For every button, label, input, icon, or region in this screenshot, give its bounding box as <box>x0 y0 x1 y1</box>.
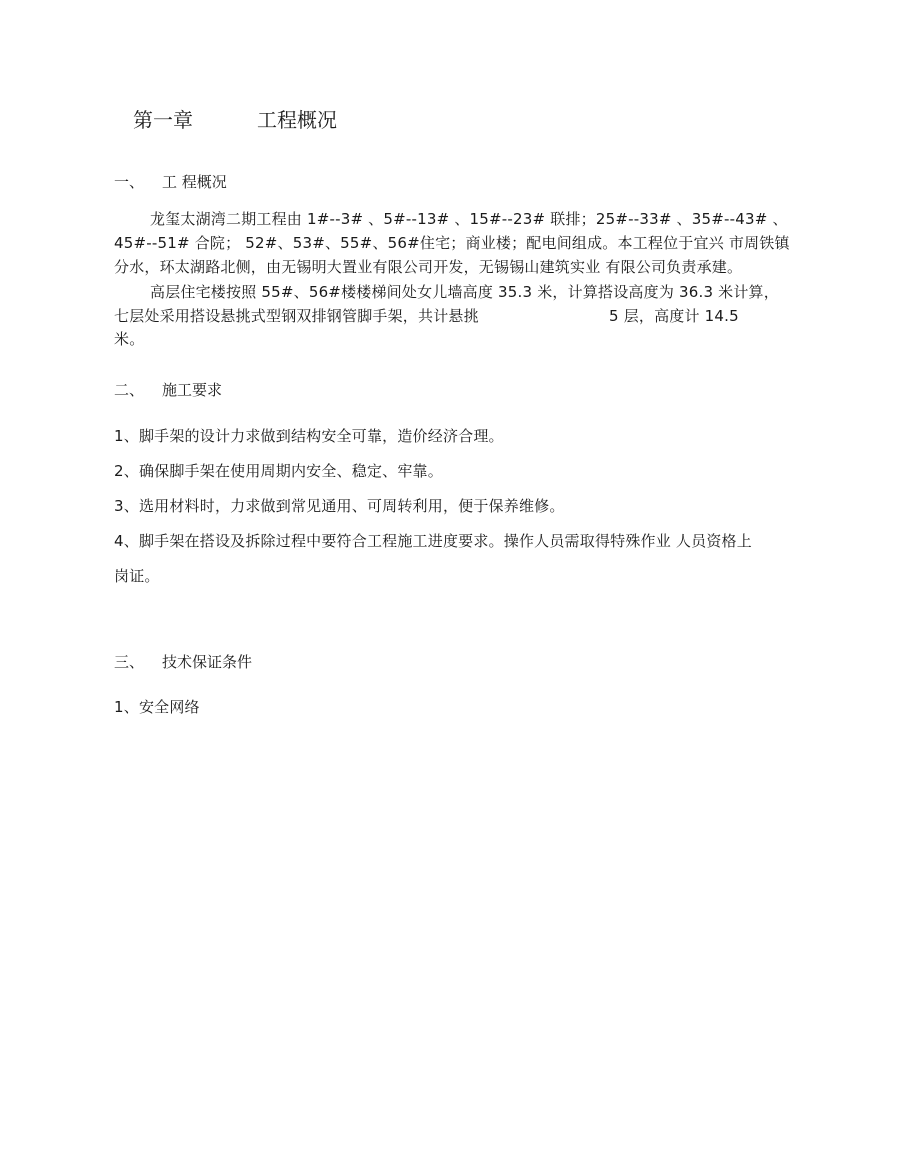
section1-number: 一、 <box>114 173 145 191</box>
section1-para2-line3: 米。 <box>114 330 145 348</box>
section3-number: 三、 <box>114 653 145 671</box>
section1-para1-line3: 分水，环太湖路北侧，由无锡明大置业有限公司开发，无锡锡山建筑实业 有限公司负责承建。 <box>114 258 743 276</box>
section2-item-3: 3、选用材料时，力求做到常见通用、可周转利用，便于保养维修。 <box>114 497 565 515</box>
section2-item-4: 4、脚手架在搭设及拆除过程中要符合工程施工进度要求。操作人员需取得特殊作业 人员资格上 <box>114 532 752 550</box>
section3-item-1: 1、安全网络 <box>114 698 200 716</box>
section1-para2-line1: 高层住宅楼按照 55#、56#楼楼梯间处女儿墙高度 35.3 米，计算搭设高度为 36.3 米计算， <box>150 283 779 301</box>
section1-para2-line2a: 七层处采用搭设悬挑式型钢双排钢管脚手架，共计悬挑 <box>114 307 479 325</box>
section1-para1-line1: 龙玺太湖湾二期工程由 1#--3# 、5#--13# 、15#--23# 联排；25#--33# 、35#--43# 、 <box>150 210 788 228</box>
chapter-title: 工程概况 <box>257 108 337 132</box>
chapter-number: 第一章 <box>133 108 193 132</box>
section2-title: 施工要求 <box>162 381 223 399</box>
section1-para2-line2b: 5 层，高度计 14.5 <box>609 307 739 325</box>
section2-item-1: 1、脚手架的设计力求做到结构安全可靠，造价经济合理。 <box>114 427 504 445</box>
section2-number: 二、 <box>114 381 145 399</box>
section2-item-2: 2、确保脚手架在使用周期内安全、稳定、牢靠。 <box>114 462 443 480</box>
section1-para1-line2: 45#--51# 合院； 52#、53#、55#、56#住宅；商业楼；配电间组成。本工程位于宜兴 市周铁镇 <box>114 234 790 252</box>
section2-item-4-cont: 岗证。 <box>114 567 160 585</box>
section1-title: 工 程概况 <box>162 173 227 191</box>
section3-title: 技术保证条件 <box>162 653 253 671</box>
